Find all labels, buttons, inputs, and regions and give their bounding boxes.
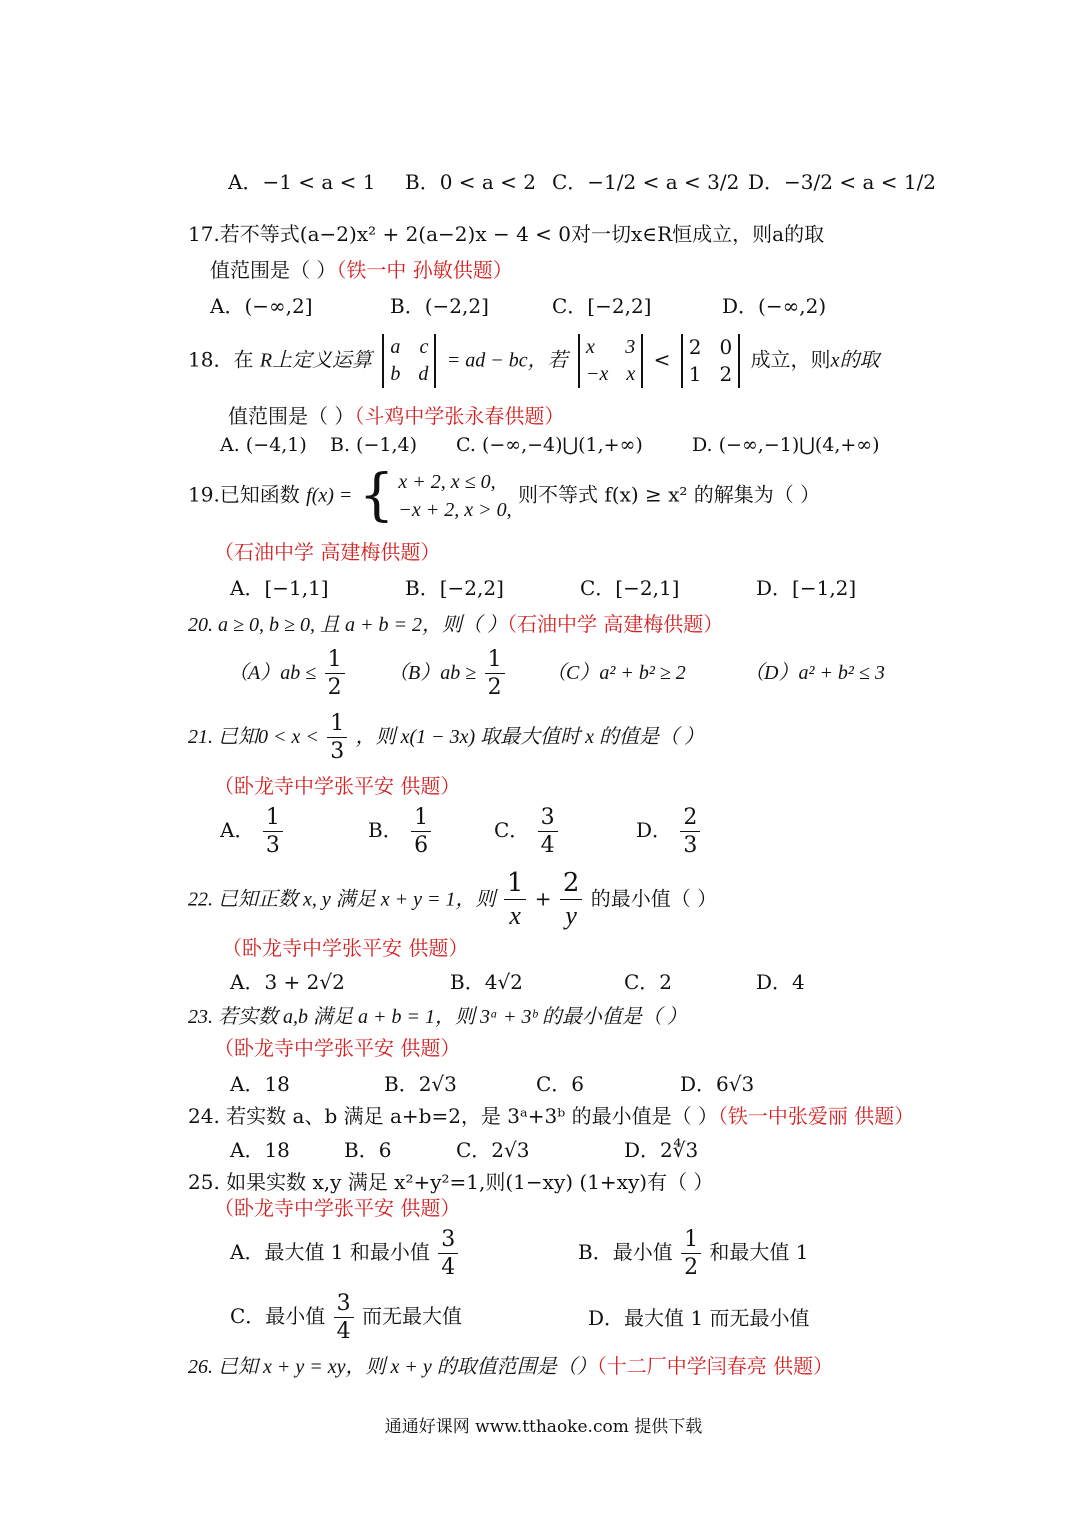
- q18-stem-line2: 值范围是（ ）（斗鸡中学张永春供题）: [228, 404, 565, 428]
- q22-option-c: C．2: [624, 970, 673, 994]
- q21-option-d: D． $\frac{2}{3}$: [636, 806, 702, 857]
- q23-stem: 23. 若实数 a,b 满足 a + b = 1，则 3ᵃ + 3ᵇ 的最小值是（ ）: [188, 1006, 687, 1028]
- q18-option-c: C. (−∞,−4)⋃(1,+∞): [456, 434, 643, 456]
- q21-stem: 21. 已知0 < x < $\frac{1}{3}$ ，则 x(1 − 3x) 取最大值时 x 的值是（ ）: [188, 711, 705, 765]
- q18-option-d: D. (−∞,−1)⋃(4,+∞): [692, 434, 880, 456]
- q17-option-b: B．(−2,2]: [390, 294, 489, 318]
- q26-source: （十二厂中学闫春亮 供题）: [596, 1354, 834, 1378]
- q17-stem: 17.若不等式(a−2)x² + 2(a−2)x − 4 < 0对一切x∈R恒成立，则a的取: [188, 222, 825, 246]
- q21-source: （卧龙寺中学张平安 供题）: [214, 774, 461, 798]
- q18-det-x: x 3 −x x: [578, 334, 643, 388]
- q17-stem-line2: 值范围是（ ）（铁一中 孙敏供题）: [210, 258, 513, 282]
- q19-stem: 19.已知函数 f(x) = { x + 2, x ≤ 0, −x + 2, x > 0, 则不等式 f(x) ≥ x² 的解集为（ ）: [188, 463, 821, 528]
- q24-option-d: D．2∜3: [624, 1138, 699, 1162]
- q23-option-a: A．18: [230, 1072, 290, 1096]
- q23-source: （卧龙寺中学张平安 供题）: [214, 1036, 461, 1060]
- q23-option-d: D．6√3: [680, 1072, 755, 1096]
- q18-det-abcd: a c b d: [382, 334, 436, 388]
- q18-stem: 18．在 R上定义运算 a c b d = ad − bc，若 x 3 −x x < 2 0 1 2 成立，则x的取: [188, 335, 880, 386]
- q16-option-a: A．−1 < a < 1: [228, 170, 376, 194]
- q20-fraction-b: $\frac{1}{2}$: [485, 648, 505, 699]
- q19-option-b: B．[−2,2]: [405, 576, 504, 600]
- q18-option-b: B. (−1,4): [330, 434, 418, 456]
- q20-fraction-a: $\frac{1}{2}$: [325, 648, 345, 699]
- q24-source: （铁一中张爱丽 供题）: [717, 1104, 915, 1128]
- q17-option-c: C．[−2,2]: [552, 294, 652, 318]
- q25-source: （卧龙寺中学张平安 供题）: [214, 1196, 461, 1220]
- q25-option-a: A．最大值 1 和最小值 $\frac{3}{4}$: [230, 1228, 460, 1279]
- q22-fraction-2: $\frac{2}{y}$: [560, 870, 583, 930]
- q21-fraction: $\frac{1}{3}$: [327, 712, 347, 763]
- q22-option-a: A．3 + 2√2: [230, 970, 345, 994]
- q25-option-d: D．最大值 1 而无最小值: [588, 1306, 810, 1330]
- q20-option-b: （B）ab ≥ $\frac{1}{2}$: [388, 648, 507, 699]
- q21-option-b: B． $\frac{1}{6}$: [368, 806, 433, 857]
- q20-stem: 20. a ≥ 0, b ≥ 0, 且 a + b = 2，则（ ）（石油中学 高建梅供题）: [188, 612, 724, 636]
- q22-source: （卧龙寺中学张平安 供题）: [222, 936, 469, 960]
- q21-option-c: C． $\frac{3}{4}$: [494, 806, 560, 857]
- q17-option-d: D．(−∞,2): [722, 294, 827, 318]
- q24-option-c: C．2√3: [456, 1138, 530, 1162]
- q25-option-b: B．最小值 $\frac{1}{2}$ 和最大值 1: [578, 1227, 809, 1281]
- q18-source: （斗鸡中学张永春供题）: [354, 404, 565, 428]
- q19-source: （石油中学 高建梅供题）: [214, 540, 441, 564]
- page-footer: 通通好课网 www.tthaoke.com 提供下载: [384, 1417, 703, 1437]
- q24-option-b: B．6: [344, 1138, 392, 1162]
- q22-stem: 22. 已知正数 x, y 满足 x + y = 1，则 $\frac{1}{x}$ + $\frac{2}{y}$ 的最小值（ ）: [188, 868, 718, 931]
- q18-det-numbers: 2 0 1 2: [681, 334, 740, 388]
- q20-option-a: （A）ab ≤ $\frac{1}{2}$: [228, 648, 347, 699]
- q19-option-a: A．[−1,1]: [230, 576, 329, 600]
- q16-option-b: B．0 < a < 2: [405, 170, 537, 194]
- q19-option-d: D．[−1,2]: [756, 576, 857, 600]
- q23-option-c: C．6: [536, 1072, 585, 1096]
- q18-option-a: A. (−4,1): [220, 434, 307, 456]
- q25-stem: 25. 如果实数 x,y 满足 x²+y²=1,则(1−xy) (1+xy)有（ ）: [188, 1170, 714, 1194]
- q22-option-b: B．4√2: [450, 970, 523, 994]
- q23-option-b: B．2√3: [384, 1072, 457, 1096]
- q24-option-a: A．18: [230, 1138, 290, 1162]
- q22-fraction-1: $\frac{1}{x}$: [504, 870, 527, 930]
- q21-option-a: A． $\frac{1}{3}$: [220, 806, 285, 857]
- q20-option-d: （D）a² + b² ≤ 3: [744, 662, 885, 684]
- q19-piecewise: { x + 2, x ≤ 0, −x + 2, x > 0,: [358, 463, 512, 528]
- q20-option-c: （C）a² + b² ≥ 2: [546, 662, 686, 684]
- q22-option-d: D．4: [756, 970, 805, 994]
- q26-stem: 26. 已知 x + y = xy，则 x + y 的取值范围是（）（十二厂中学闫春亮 供题）: [188, 1354, 834, 1378]
- q20-source: （石油中学 高建梅供题）: [506, 612, 724, 636]
- q24-stem: 24. 若实数 a、b 满足 a+b=2，是 3ᵃ+3ᵇ 的最小值是（ ）（铁一中张爱丽 供题）: [188, 1104, 915, 1128]
- q16-option-c: C．−1/2 < a < 3/2: [552, 170, 740, 194]
- q17-source: （铁一中 孙敏供题）: [336, 258, 513, 282]
- q16-option-d: D．−3/2 < a < 1/2: [748, 170, 937, 194]
- q17-option-a: A．(−∞,2]: [210, 294, 313, 318]
- q25-option-c: C．最小值 $\frac{3}{4}$ 而无最大值: [230, 1291, 463, 1345]
- q19-option-c: C．[−2,1]: [580, 576, 680, 600]
